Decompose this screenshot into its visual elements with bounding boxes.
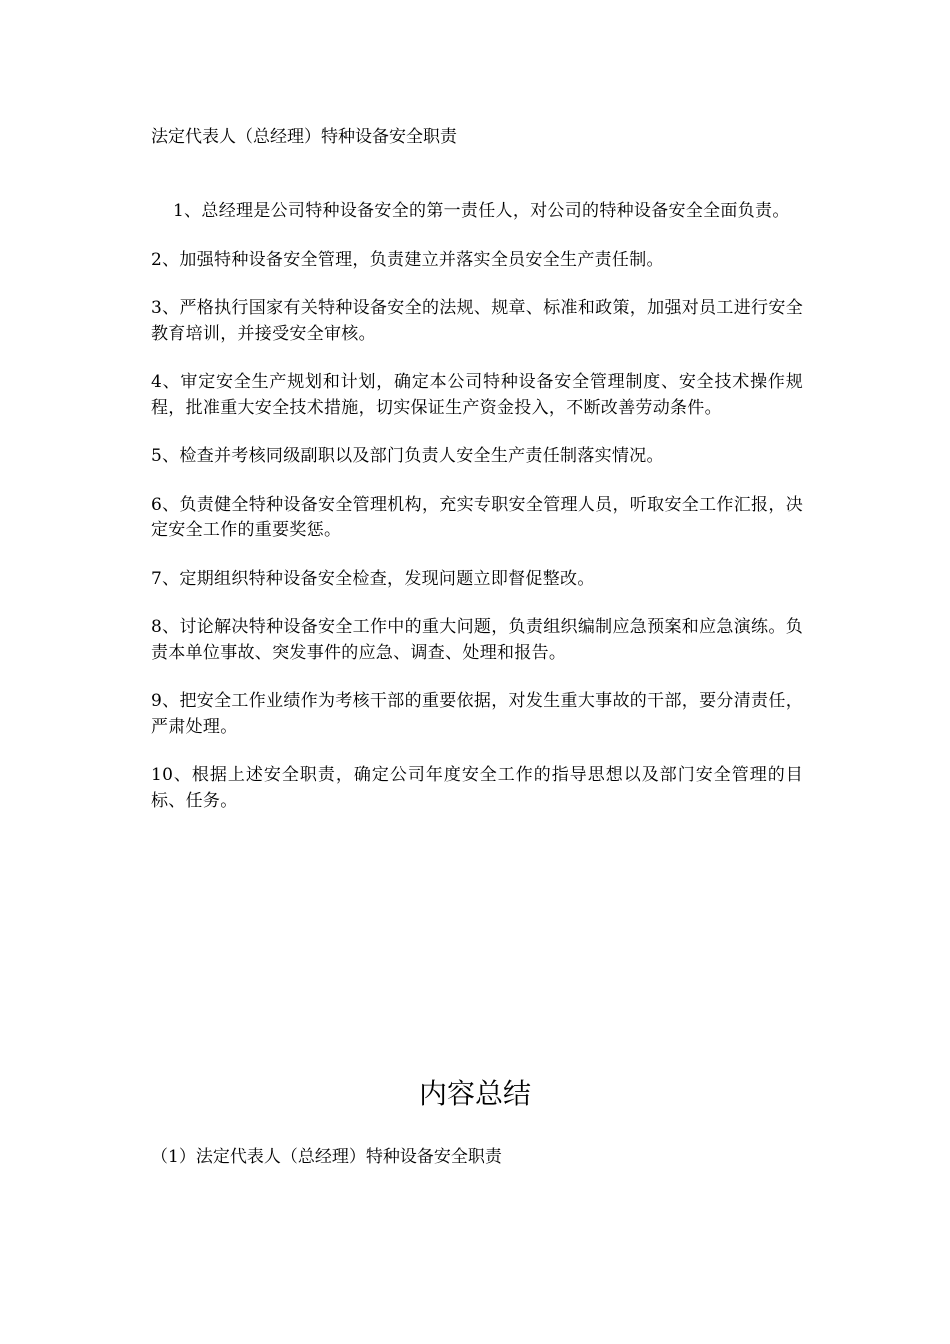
clause-4: 4、审定安全生产规划和计划，确定本公司特种设备安全管理制度、安全技术操作规程，批准重大安全技术措施，切实保证生产资金投入，不断改善劳动条件。: [151, 372, 803, 418]
summary-heading: 内容总结: [418, 1077, 531, 1110]
clause-10: 10、根据上述安全职责，确定公司年度安全工作的指导思想以及部门安全管理的目标、任务。: [151, 765, 803, 811]
clause-2: 2、加强特种设备安全管理，负责建立并落实全员安全生产责任制。: [151, 249, 664, 270]
clause-8: 8、讨论解决特种设备安全工作中的重大问题，负责组织编制应急预案和应急演练。负责本单位事故、突发事件的应急、调查、处理和报告。: [151, 617, 803, 663]
clause-list: [151, 199, 803, 837]
clause-3: 3、严格执行国家有关特种设备安全的法规、规章、标准和政策，加强对员工进行安全教育培训，并接受安全审核。: [151, 298, 803, 344]
clause-9: 9、把安全工作业绩作为考核干部的重要依据，对发生重大事故的干部，要分清责任，严肃处理。: [151, 691, 803, 737]
clause-7: 7、定期组织特种设备安全检查，发现问题立即督促整改。: [151, 568, 595, 589]
clause-6: 6、负责健全特种设备安全管理机构，充实专职安全管理人员，听取安全工作汇报，决定安全工作的重要奖惩。: [151, 494, 803, 540]
summary-item: （1）法定代表人（总经理）特种设备安全职责: [151, 1147, 502, 1167]
clause-1: 1、总经理是公司特种设备安全的第一责任人，对公司的特种设备安全全面负责。: [173, 201, 790, 221]
clause-5: 5、检查并考核同级副职以及部门负责人安全生产责任制落实情况。: [151, 446, 664, 466]
document-title: 法定代表人（总经理）特种设备安全职责: [151, 127, 457, 147]
